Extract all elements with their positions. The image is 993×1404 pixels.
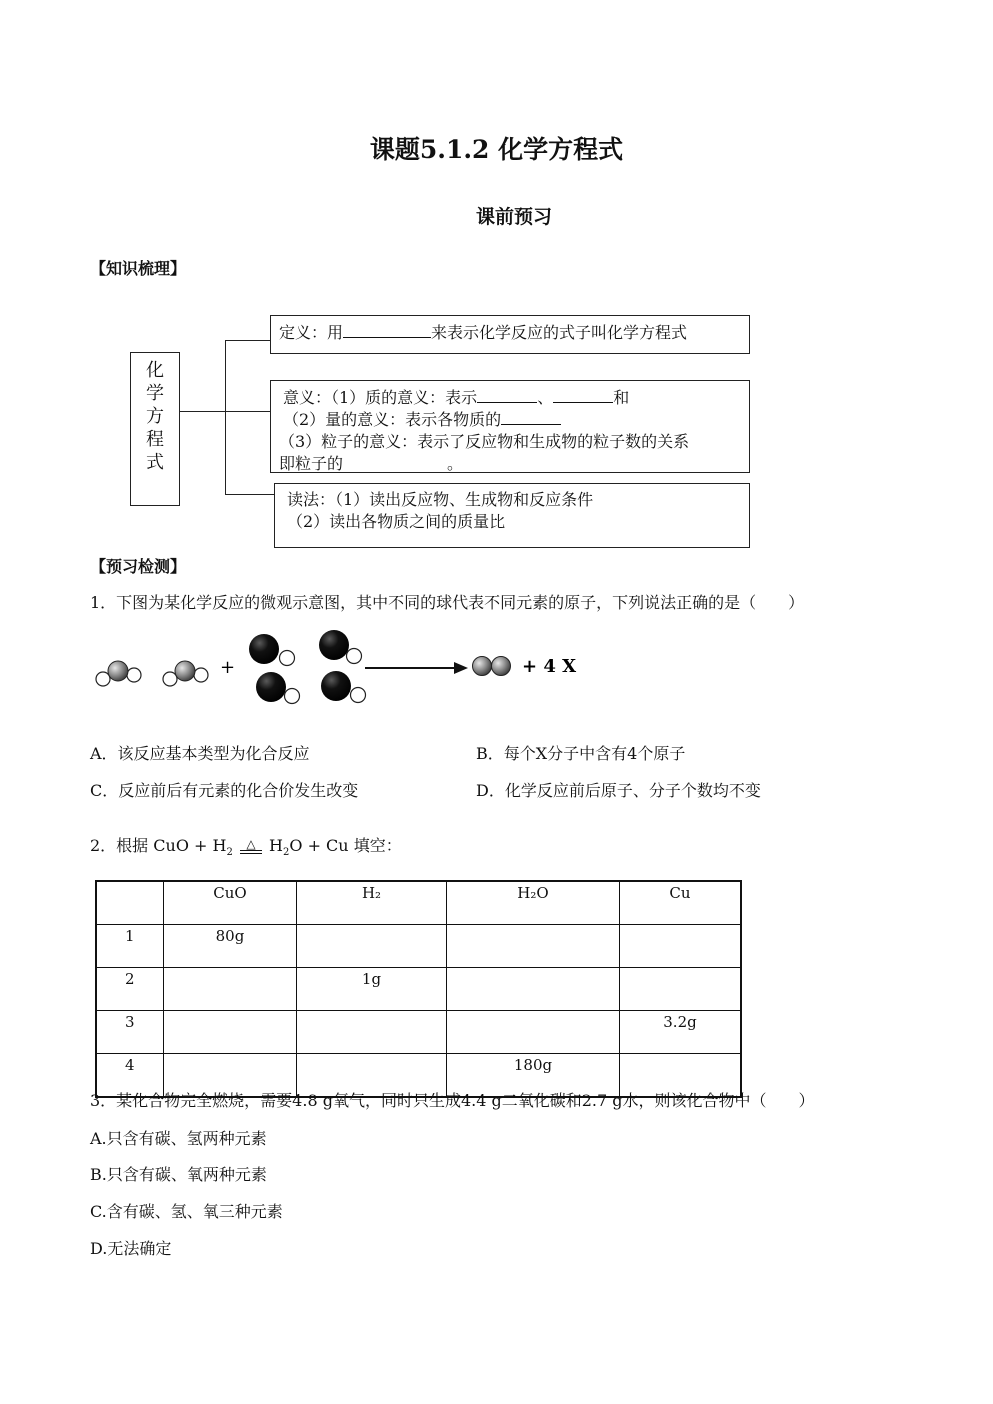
section-knowledge-heading: 【知识梳理】 [90, 259, 187, 278]
root-char: 学 [146, 383, 164, 404]
reactant-molecule-b [321, 671, 366, 703]
meaning-line4-prefix: 即粒子的 [279, 454, 344, 473]
connector-line [180, 411, 226, 412]
table-cell: 3.2g [620, 1011, 742, 1054]
reading-box [274, 483, 750, 548]
connector-line [225, 494, 275, 495]
meaning-line1-sep: 、 [537, 388, 554, 407]
answer-blank[interactable] [477, 387, 537, 403]
product-label: + 4 X [522, 656, 577, 677]
table-header-cell: H₂O [447, 881, 620, 925]
reactant-molecule-b [256, 672, 300, 704]
question-2-stem [90, 833, 402, 858]
product-molecule [473, 657, 511, 676]
table-cell[interactable] [164, 1011, 297, 1054]
meaning-box [270, 380, 750, 473]
meaning-line1-prefix: 意义：（1）质的意义：表示 [283, 388, 478, 407]
reaction-arrow [365, 662, 468, 674]
table-header-row [96, 881, 741, 925]
table-cell: 3 [96, 1011, 164, 1054]
q3-option-a[interactable]: A.只含有碳、氢两种元素 [90, 1129, 267, 1148]
meaning-line1-suffix: 和 [613, 388, 630, 407]
concept-root-box [130, 352, 180, 506]
q1-option-b[interactable]: B．每个X分子中含有4个原子 [476, 744, 686, 763]
answer-blank[interactable] [501, 409, 561, 425]
q2-stem-prefix: 2．根据 CuO + H [90, 836, 227, 855]
table-cell: 2 [96, 968, 164, 1011]
root-char: 化 [146, 360, 164, 381]
q1-option-c[interactable]: C．反应前后有元素的化合价发生改变 [90, 781, 359, 800]
definition-prefix: 定义：用 [279, 323, 344, 342]
answer-blank[interactable] [343, 322, 431, 338]
root-char: 式 [146, 452, 164, 473]
reaction-diagram [88, 625, 598, 711]
q3-option-d[interactable]: D.无法确定 [90, 1239, 172, 1258]
q3-option-c[interactable]: C.含有碳、氢、氧三种元素 [90, 1202, 283, 1221]
page-subtitle: 课前预习 [475, 206, 552, 228]
definition-box [270, 315, 750, 354]
q1-option-a[interactable]: A．该反应基本类型为化合反应 [90, 744, 310, 763]
connector-line [225, 411, 271, 412]
table-cell[interactable] [447, 925, 620, 968]
table-header-cell: CuO [164, 881, 297, 925]
table-cell: 80g [164, 925, 297, 968]
root-char: 方 [146, 406, 164, 427]
connector-line [225, 340, 226, 495]
meaning-line4-suffix: 。 [447, 454, 464, 473]
table-row [96, 1011, 741, 1054]
q2-stem-suffix: O + Cu 填空： [289, 836, 402, 855]
plus-sign: + [220, 657, 236, 678]
q1-option-d[interactable]: D．化学反应前后原子、分子个数均不变 [476, 781, 761, 800]
table-cell: 4 [96, 1054, 164, 1098]
connector-line [225, 340, 271, 341]
section-check-heading: 【预习检测】 [90, 557, 187, 576]
table-cell[interactable] [447, 1011, 620, 1054]
meaning-line3: （3）粒子的意义：表示了反应物和生成物的粒子数的关系 [279, 432, 690, 451]
table-cell[interactable] [620, 925, 742, 968]
q2-stem-mid: H [269, 836, 283, 855]
table-cell[interactable] [297, 1011, 447, 1054]
table-cell: 1g [297, 968, 447, 1011]
answer-blank[interactable] [553, 387, 613, 403]
table-cell[interactable] [620, 968, 742, 1011]
table-cell[interactable] [297, 925, 447, 968]
reading-line2: （2）读出各物质之间的质量比 [287, 512, 506, 531]
table-row [96, 925, 741, 968]
page-title: 课题5.1.2 化学方程式 [369, 135, 624, 164]
table-row [96, 968, 741, 1011]
question-1-stem: 1．下图为某化学反应的微观示意图，其中不同的球代表不同元素的原子，下列说法正确的是（ ） [90, 593, 805, 612]
root-char: 程 [146, 429, 164, 450]
definition-suffix: 来表示化学反应的式子叫化学方程式 [431, 323, 688, 342]
meaning-line2-prefix: （2）量的意义：表示各物质的 [283, 410, 502, 429]
question-3-stem: 3．某化合物完全燃烧，需要4.8 g氧气，同时只生成4.4 g二氧化碳和2.7 g水，则该化合物中（ ） [90, 1091, 815, 1110]
table-header-cell: H₂ [297, 881, 447, 925]
reactant-molecule-b [319, 630, 362, 664]
heat-condition-icon: △ [246, 837, 256, 851]
q3-option-b[interactable]: B.只含有碳、氧两种元素 [90, 1165, 267, 1184]
table-header-cell [96, 881, 164, 925]
table-cell[interactable] [164, 968, 297, 1011]
table-header-cell: Cu [620, 881, 742, 925]
reading-line1: 读法：（1）读出反应物、生成物和反应条件 [287, 490, 594, 509]
reactant-molecule-a [96, 661, 141, 686]
reactant-molecule-a [163, 661, 208, 686]
q2-stem-sub: 2 [226, 847, 233, 859]
q2-stem-sub2: 2 [282, 847, 290, 859]
table-cell: 1 [96, 925, 164, 968]
table-cell[interactable] [447, 968, 620, 1011]
mass-table [95, 880, 742, 1098]
table-cell: 180g [447, 1054, 620, 1098]
reactant-molecule-b [249, 634, 295, 666]
